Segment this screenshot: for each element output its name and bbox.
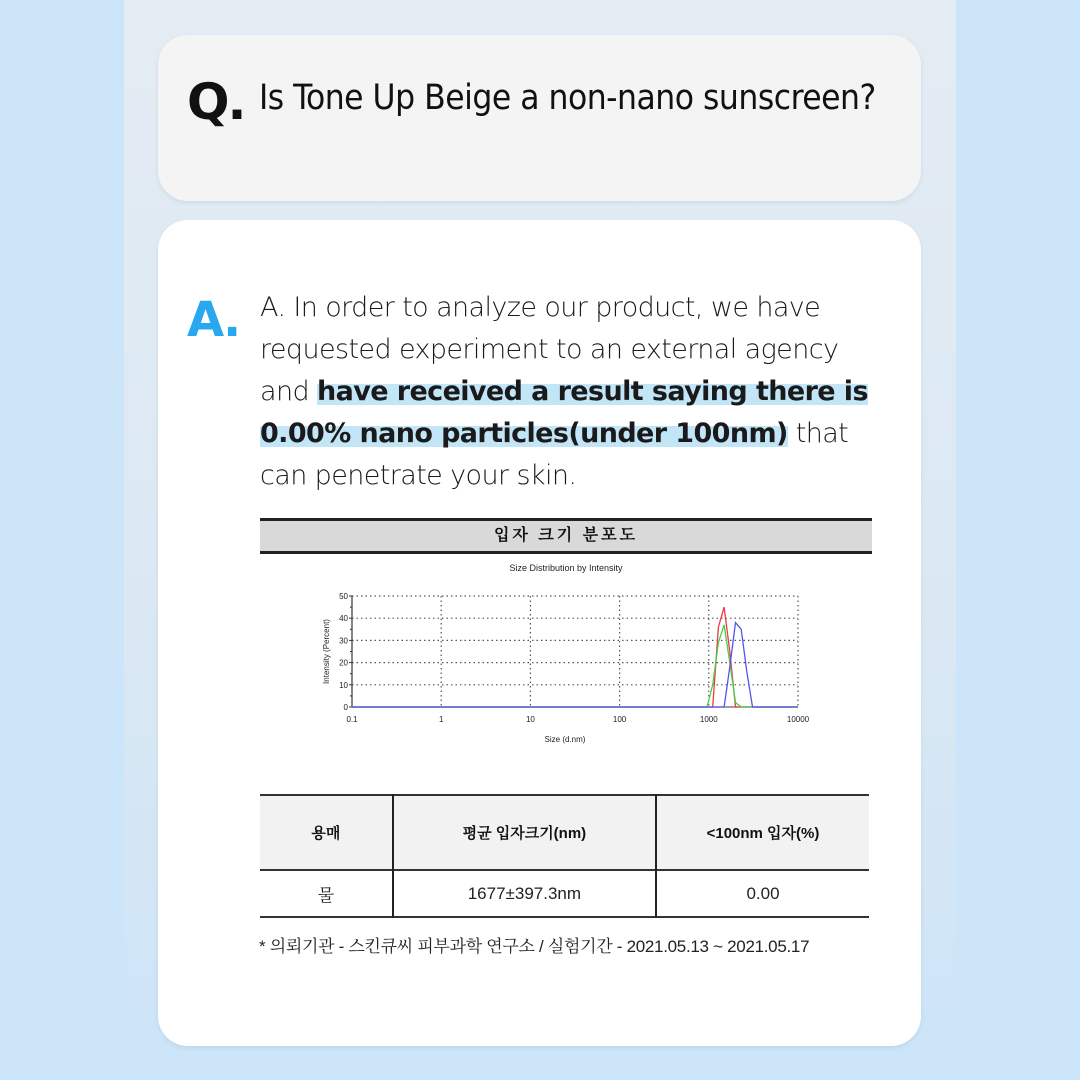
- answer-text-intro: A. In order to analyze our product, we have requested experiment to an external agency and: [260, 292, 839, 407]
- table-cell-under-100nm: 0.00: [656, 870, 869, 917]
- x-tick-label: 100: [612, 715, 627, 724]
- x-tick-label: 10000: [786, 715, 810, 724]
- table-header-under-100nm: <100nm 입자(%): [656, 795, 869, 870]
- table-header-mean-size: 평균 입자크기(nm): [393, 795, 656, 870]
- x-tick-label: 1: [438, 715, 444, 724]
- y-tick-label: 0: [343, 703, 348, 712]
- table-row: [260, 870, 869, 917]
- answer-card: [158, 220, 921, 1046]
- y-tick-label: 30: [339, 636, 348, 646]
- footnote: * 의뢰기관 - 스킨큐씨 피부과학 연구소 / 실험기간 - 2021.05.13 ~ 2021.05.17: [259, 937, 810, 956]
- table-cell-solvent: 물: [260, 870, 393, 917]
- x-tick-label: 10: [525, 715, 535, 724]
- answer-text-outro: that can penetrate your skin.: [260, 418, 849, 491]
- chart-title: Size Distribution by Intensity: [509, 563, 623, 573]
- question-marker: Q.: [187, 73, 245, 131]
- question-card: [158, 35, 921, 201]
- particle-size-table: [260, 794, 869, 918]
- chart-section-header: 입자 크기 분포도: [260, 518, 872, 554]
- question-text: Is Tone Up Beige a non-nano sunscreen?: [259, 78, 876, 118]
- y-axis-label: Intensity (Percent): [322, 619, 331, 684]
- y-tick-label: 10: [339, 680, 348, 690]
- y-tick-label: 50: [339, 592, 348, 601]
- x-tick-label: 1000: [699, 715, 718, 724]
- table-header-solvent: 용매: [260, 795, 393, 870]
- table-header-row: [260, 795, 869, 870]
- answer-highlight: have received a result saying there is 0.00% nano particles(under 100nm): [260, 376, 868, 449]
- y-tick-label: 40: [339, 614, 348, 624]
- y-tick-label: 20: [339, 658, 348, 668]
- x-axis-label: Size (d.nm): [544, 735, 586, 744]
- size-distribution-chart: [260, 554, 872, 764]
- table-cell-mean-size: 1677±397.3nm: [393, 870, 656, 917]
- answer-marker: A.: [187, 292, 240, 348]
- answer-text: [260, 287, 880, 497]
- x-tick-label: 0.1: [346, 715, 358, 724]
- particle-size-chart-section: [260, 518, 872, 764]
